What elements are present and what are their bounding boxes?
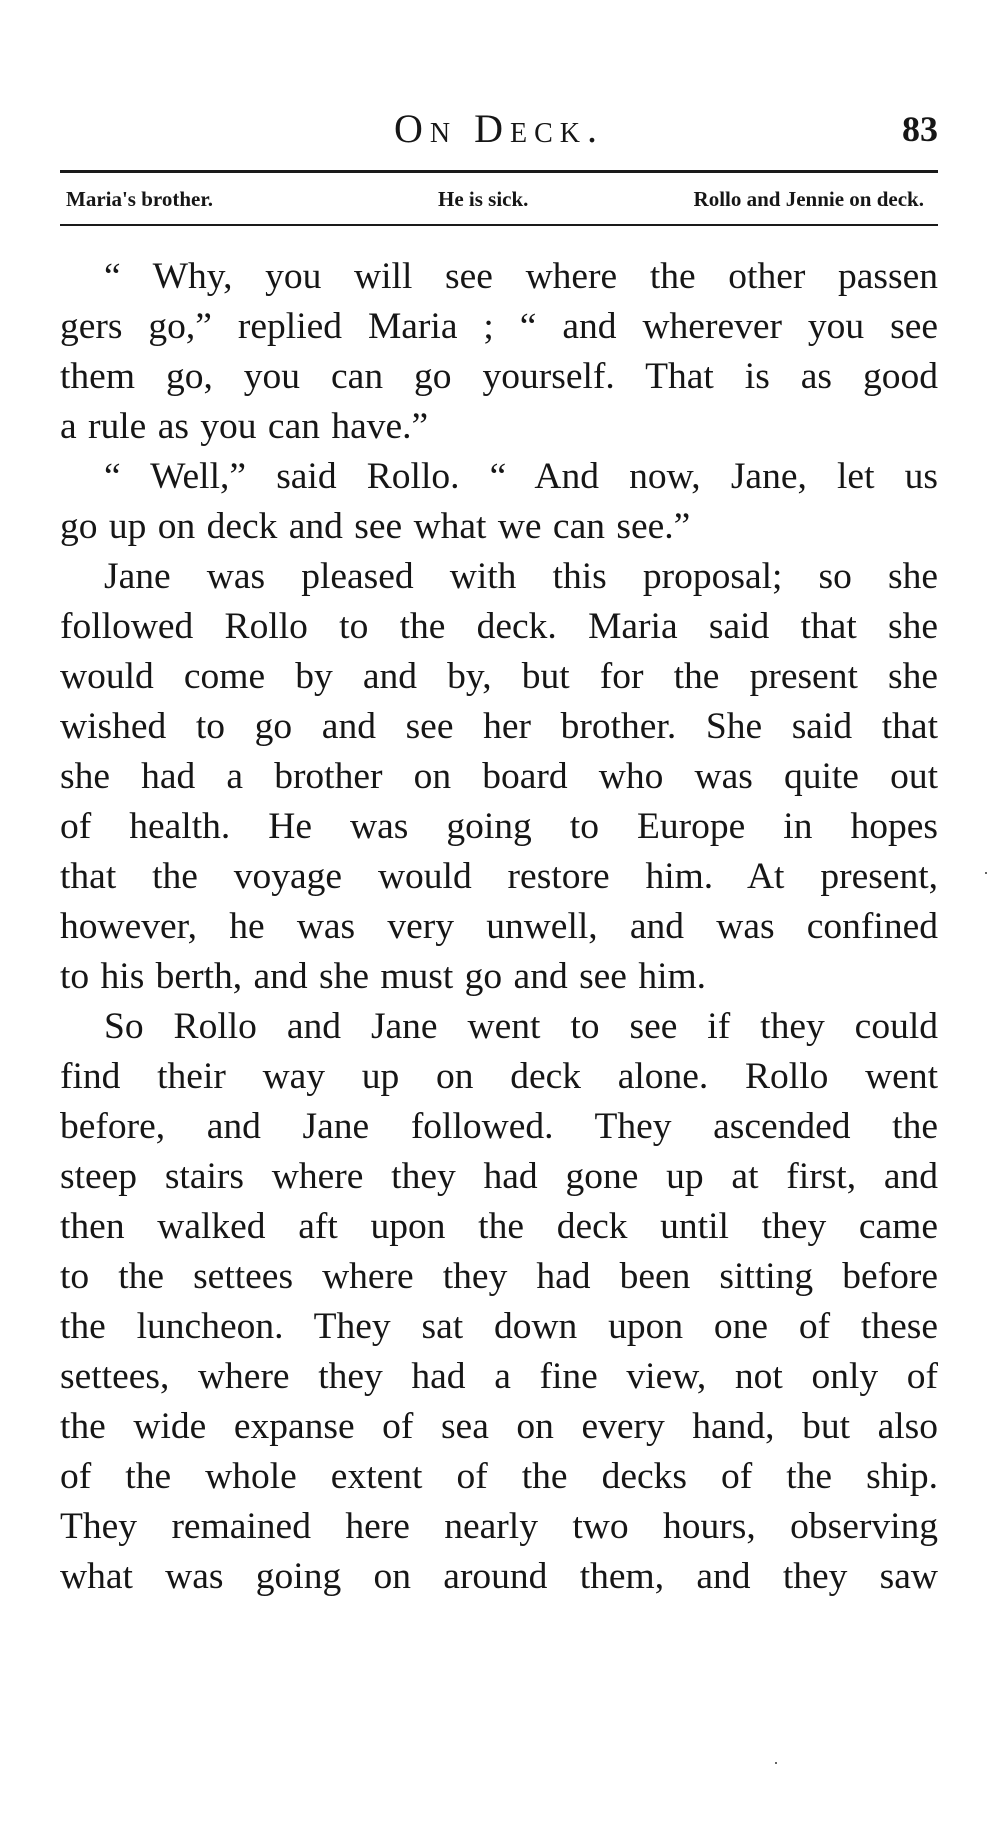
text-line: of the whole extent of the decks of the ship. bbox=[60, 1456, 938, 1497]
text-line: them go, you can go yourself. That is as good bbox=[60, 356, 938, 397]
text-line: go up on deck and see what we can see.” bbox=[60, 506, 691, 547]
text-line: of health. He was going to Europe in hopes bbox=[60, 806, 938, 847]
text-line: to his berth, and she must go and see him. bbox=[60, 956, 707, 997]
text-line: before, and Jane followed. They ascended the bbox=[60, 1106, 938, 1147]
text-line: gers go,” replied Maria ; “ and wherever you see bbox=[60, 306, 938, 347]
subheading-marias-brother: Maria's brother. bbox=[66, 187, 213, 211]
text-line: find their way up on deck alone. Rollo went bbox=[60, 1056, 938, 1097]
subheading-he-is-sick: He is sick. bbox=[438, 187, 529, 211]
text-line: steep stairs where they had gone up at first, and bbox=[60, 1156, 938, 1197]
text-line: a rule as you can have.” bbox=[60, 406, 429, 447]
text-line: They remained here nearly two hours, observing bbox=[60, 1506, 938, 1547]
text-line: the luncheon. They sat down upon one of these bbox=[60, 1306, 938, 1347]
text-line: that the voyage would restore him. At present, bbox=[60, 856, 938, 897]
print-speck bbox=[985, 872, 987, 874]
subheading-rollo-and-jennie: Rollo and Jennie on deck. bbox=[693, 187, 924, 211]
subheading-row bbox=[60, 180, 938, 218]
body-text bbox=[60, 252, 938, 1602]
text-line: to the settees where they had been sitting before bbox=[60, 1256, 938, 1297]
running-head bbox=[60, 104, 938, 154]
print-speck bbox=[775, 1762, 777, 1764]
text-line: wished to go and see her brother. She said that bbox=[60, 706, 938, 747]
page-number: 83 bbox=[902, 109, 938, 149]
text-line: she had a brother on board who was quite out bbox=[60, 756, 938, 797]
text-line: then walked aft upon the deck until they came bbox=[60, 1206, 938, 1247]
text-line: “ Why, you will see where the other passen bbox=[104, 256, 938, 297]
text-line: So Rollo and Jane went to see if they could bbox=[104, 1006, 938, 1047]
page-title: On Deck. bbox=[394, 106, 604, 151]
text-line: settees, where they had a fine view, not only of bbox=[60, 1356, 938, 1397]
text-line: Jane was pleased with this proposal; so she bbox=[104, 556, 938, 597]
text-line: “ Well,” said Rollo. “ And now, Jane, let us bbox=[104, 456, 938, 497]
text-line: would come by and by, but for the present she bbox=[60, 656, 938, 697]
bottom-rule bbox=[60, 224, 938, 226]
top-rule bbox=[60, 170, 938, 173]
text-line: followed Rollo to the deck. Maria said that she bbox=[60, 606, 938, 647]
text-line: what was going on around them, and they saw bbox=[60, 1556, 938, 1597]
text-line: however, he was very unwell, and was confined bbox=[60, 906, 938, 947]
text-line: the wide expanse of sea on every hand, but also bbox=[60, 1406, 938, 1447]
